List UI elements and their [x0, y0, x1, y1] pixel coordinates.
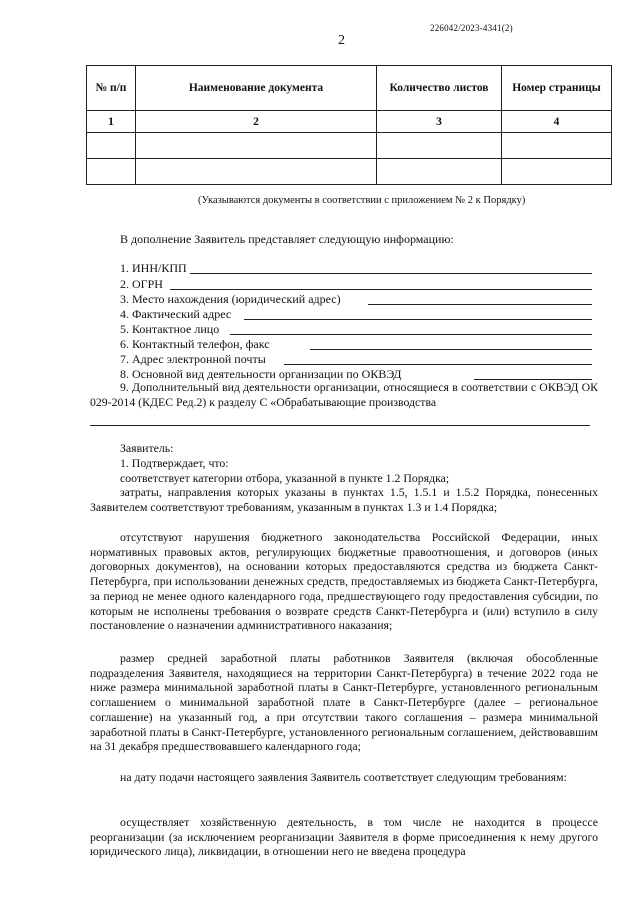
table-row: [87, 133, 612, 159]
paragraph-economic-activity: [90, 815, 598, 859]
table-cell[interactable]: [136, 133, 377, 159]
table-row: [87, 159, 612, 185]
item-9-additional-okved: [90, 380, 598, 409]
table-cell: 4: [502, 111, 612, 133]
intro-text: В дополнение Заявитель представляет следующую информацию:: [120, 232, 454, 246]
paragraph-category: соответствует категории отбора, указанной в пункте 1.2 Порядка;: [120, 471, 450, 485]
applicant-heading: Заявитель:: [120, 441, 174, 455]
field-label: 7. Адрес электронной почты: [120, 352, 269, 367]
table-cell: 3: [377, 111, 502, 133]
field-line[interactable]: [244, 319, 592, 320]
paragraph-text: осуществляет хозяйственную деятельность, в том числе не находится в процессе реорганизации (за исключением реорганизации Заявителя в форме присоединения к нему другого юридического лица), ликвидации, в отношении него не введена процедура: [90, 815, 598, 859]
column-header-document-name: Наименование документа: [136, 66, 377, 111]
field-line[interactable]: [368, 304, 592, 305]
field-label: 3. Место нахождения (юридический адрес): [120, 292, 344, 307]
documents-table: [86, 65, 612, 185]
field-label: 2. ОГРН: [120, 277, 166, 292]
item-9-text: 9. Дополнительный вид деятельности организации, относящиеся в соответствии с ОКВЭД ОК 029-2014 (КДЕС Ред.2) к разделу С «Обрабатывающие производства: [90, 380, 598, 409]
table-cell: 1: [87, 111, 136, 133]
field-line[interactable]: [284, 364, 592, 365]
table-cell[interactable]: [87, 133, 136, 159]
field-label: 5. Контактное лицо: [120, 322, 222, 337]
page-number: 2: [338, 33, 345, 48]
table-numbering-row: [87, 111, 612, 133]
column-header-sheet-count: Количество листов: [377, 66, 502, 111]
table-cell[interactable]: [502, 133, 612, 159]
table-cell[interactable]: [87, 159, 136, 185]
field-line[interactable]: [190, 273, 592, 274]
paragraph-text: размер средней заработной платы работников Заявителя (включая обособленные подразделения Заявителя, находящиеся на территории Санкт-Петербурга) в течение 2022 года не ниже размера минимальной заработной платы в Санкт-Петербурге, установленного региональным соглашением о минимальной заработной плате в Санкт-Петербурге (далее – региональное соглашение) на указанный год, а при отсутствии такого соглашения – размера минимальной заработной платы в Санкт-Петербурге, установленного региональным соглашением, действовавшим на 31 декабря предшествовавшего календарного года;: [90, 651, 598, 754]
table-cell: 2: [136, 111, 377, 133]
paragraph-costs: [90, 485, 598, 514]
table-cell[interactable]: [136, 159, 377, 185]
column-header-number: № п/п: [87, 66, 136, 111]
item-9-fill-line[interactable]: [90, 425, 590, 426]
table-header-row: [87, 66, 612, 111]
paragraph-text: на дату подачи настоящего заявления Заявитель соответствует следующим требованиям:: [120, 770, 567, 784]
column-header-page-number: Номер страницы: [502, 66, 612, 111]
paragraph-budget-violations: [90, 530, 598, 633]
paragraph-text: затраты, направления которых указаны в пунктах 1.5, 1.5.1 и 1.5.2 Порядка, понесенных Заявителем соответствуют требованиям, указанным в пунктах 1.3 и 1.4 Порядка;: [90, 485, 598, 514]
confirm-heading: 1. Подтверждает, что:: [120, 456, 229, 470]
paragraph-requirements: [90, 770, 598, 785]
paragraph-average-salary: [90, 651, 598, 754]
field-label: 8. Основной вид деятельности организации по ОКВЭД: [120, 367, 404, 382]
table-note: (Указываются документы в соответствии с приложением № 2 к Порядку): [198, 195, 526, 206]
field-label: 1. ИНН/КПП: [120, 261, 190, 276]
paragraph-text: отсутствуют нарушения бюджетного законодательства Российской Федерации, иных нормативных правовых актов, регулирующих бюджетные правоотношения, и договоров (иных договорных документов), на основании которых предоставляются средства из бюджета Санкт-Петербурга, при использовании денежных средств, предоставляемых из бюджета Санкт-Петербурга, за период не менее одного календарного года, предшествующего году предоставления субсидии, по которым не исполнены требования о возврате средств Санкт-Петербурга и (или) вступило в силу постановление о назначении административного наказания;: [90, 530, 598, 633]
table-cell[interactable]: [377, 159, 502, 185]
field-line[interactable]: [230, 334, 592, 335]
field-line[interactable]: [310, 349, 592, 350]
table-cell[interactable]: [502, 159, 612, 185]
table-cell[interactable]: [377, 133, 502, 159]
field-label: 4. Фактический адрес: [120, 307, 234, 322]
field-label: 6. Контактный телефон, факс: [120, 337, 273, 352]
document-registration-number: 226042/2023-4341(2): [430, 23, 513, 33]
field-line[interactable]: [170, 289, 592, 290]
